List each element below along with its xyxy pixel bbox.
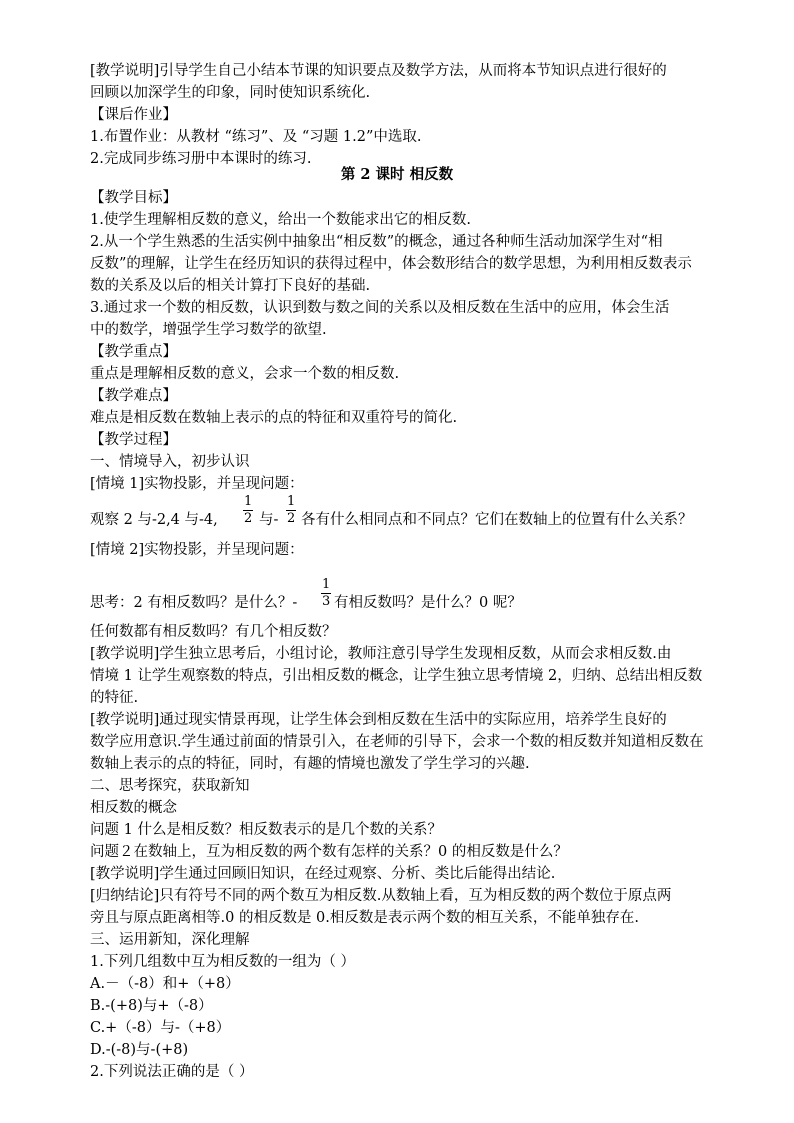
lesson-title: 第 2 课时 相反数 [340,166,454,183]
observe-text-c: 各有什么相同点和不同点？它们在数轴上的位置有什么关系？ [301,512,693,528]
fraction-numerator: 1 [287,494,296,509]
note-1-line-2: 情境 1 让学生观察数的特点，引出相反数的概念，让学生独立思考情境 2，归纳、总结出相反数 [90,668,703,684]
intro-line-1: [教学说明]引导学生自己小结本节课的知识要点及数学方法，从而将本节知识点进行很好的 [90,63,667,79]
question-2: 问题２在数轴上，互为相反数的两个数有怎样的关系？0 的相反数是什么？ [90,844,568,860]
goal-3-line-1: 3.通过求一个数的相反数，认识到数与数之间的关系以及相反数在生活中的应用，体会生活 [90,300,670,316]
fraction-denominator: 3 [322,594,331,609]
fraction-numerator: 1 [244,494,253,509]
key-heading: 【教学重点】 [90,344,177,360]
section-3-title: 三、运用新知，深化理解 [90,932,250,948]
process-heading: 【教学过程】 [90,432,177,448]
goals-heading: 【教学目标】 [90,190,177,206]
conclusion-line-1: [归纳结论]只有符号不同的两个数互为相反数.从数轴上看，互为相反数的两个数位于原点两 [90,888,672,904]
think-text-b: 有相反数吗？是什么？0 呢？ [334,595,522,611]
option-b: B.-(+8)与+（-8） [90,998,213,1014]
concept-heading: 相反数的概念 [90,800,177,816]
note-2-line-2: 数学应用意识.学生通过前面的情景引入，在老师的引导下，会求一个数的相反数并知道相反数在 [90,734,704,750]
note-3: [教学说明]学生通过回顾旧知识，在经过观察、分析、类比后能得出结论. [90,866,556,882]
note-2-line-3: 数轴上表示的点的特征，同时，有趣的情境也激发了学生学习的兴趣. [90,756,530,772]
note-2-line-1: [教学说明]通过现实情景再现，让学生体会到相反数在生活中的实际应用，培养学生良好的 [90,712,667,728]
note-1-line-1: [教学说明]学生独立思考后，小组讨论，教师注意引导学生发现相反数，从而会求相反数.由 [90,646,672,662]
intro-line-2: 回顾以加深学生的印象，同时使知识系统化. [90,85,371,101]
section-2-title: 二、思考探究，获取新知 [90,778,250,794]
option-c: C.+（-8）与-（+8） [90,1020,231,1036]
goal-2-line-2: 反数”的理解，让学生在经历知识的获得过程中，体会数形结合的数学思想，为利用相反数表示 [90,256,692,272]
goal-2-line-3: 数的关系及以后的相关计算打下良好的基础. [90,278,371,294]
difficulty-text: 难点是相反数在数轴上表示的点的特征和双重符号的简化. [90,410,458,426]
fraction-denominator: 2 [244,511,253,526]
conclusion-line-2: 旁且与原点距离相等.0 的相反数是 0.相反数是表示两个数的相互关系，不能单独存在. [90,910,639,926]
homework-heading: 【课后作业】 [90,107,177,123]
exercise-2: 2.下列说法正确的是（ ） [90,1064,254,1080]
think-text-a: 思考：2 有相反数吗？是什么？- [90,595,298,611]
observe-text-a: 观察 2 与-2,4 与-4, [90,512,218,528]
option-a: A.－（-8）和+（+8） [90,976,240,992]
situation-2: [情境 2]实物投影，并呈现问题： [90,542,304,558]
observe-text-b: 与- [259,512,279,528]
exercise-1: 1.下列几组数中互为相反数的一组为（ ） [90,954,355,970]
situation-1: [情境 1]实物投影，并呈现问题： [90,476,304,492]
fraction-third [321,577,331,610]
fraction-denominator: 2 [287,511,296,526]
homework-item-2: 2.完成同步练习册中本课时的练习. [90,151,312,167]
option-d: D.-(-8)与-(+8) [90,1042,189,1058]
difficulty-heading: 【教学难点】 [90,388,177,404]
section-1-title: 一、情境导入，初步认识 [90,454,250,470]
goal-1: 1.使学生理解相反数的意义，给出一个数能求出它的相反数. [90,212,471,228]
fraction-numerator: 1 [322,577,331,592]
fraction-half-1 [243,494,253,527]
goal-3-line-2: 中的数学，增强学生学习数学的欲望. [90,322,327,338]
fraction-half-2 [286,494,296,527]
goal-2-line-1: 2.从一个学生熟悉的生活实例中抽象出“相反数”的概念，通过各种师生活动加深学生对“相 [90,234,663,250]
homework-item-1: 1.布置作业：从教材 “练习”、及 “习题 1.2”中选取. [90,129,422,145]
question-1: 问题 1 什么是相反数？相反数表示的是几个数的关系？ [90,822,442,838]
key-text: 重点是理解相反数的意义，会求一个数的相反数. [90,366,400,382]
any-number-question: 任何数都有相反数吗？有几个相反数？ [90,624,337,640]
note-1-line-3: 的特征. [90,690,139,706]
